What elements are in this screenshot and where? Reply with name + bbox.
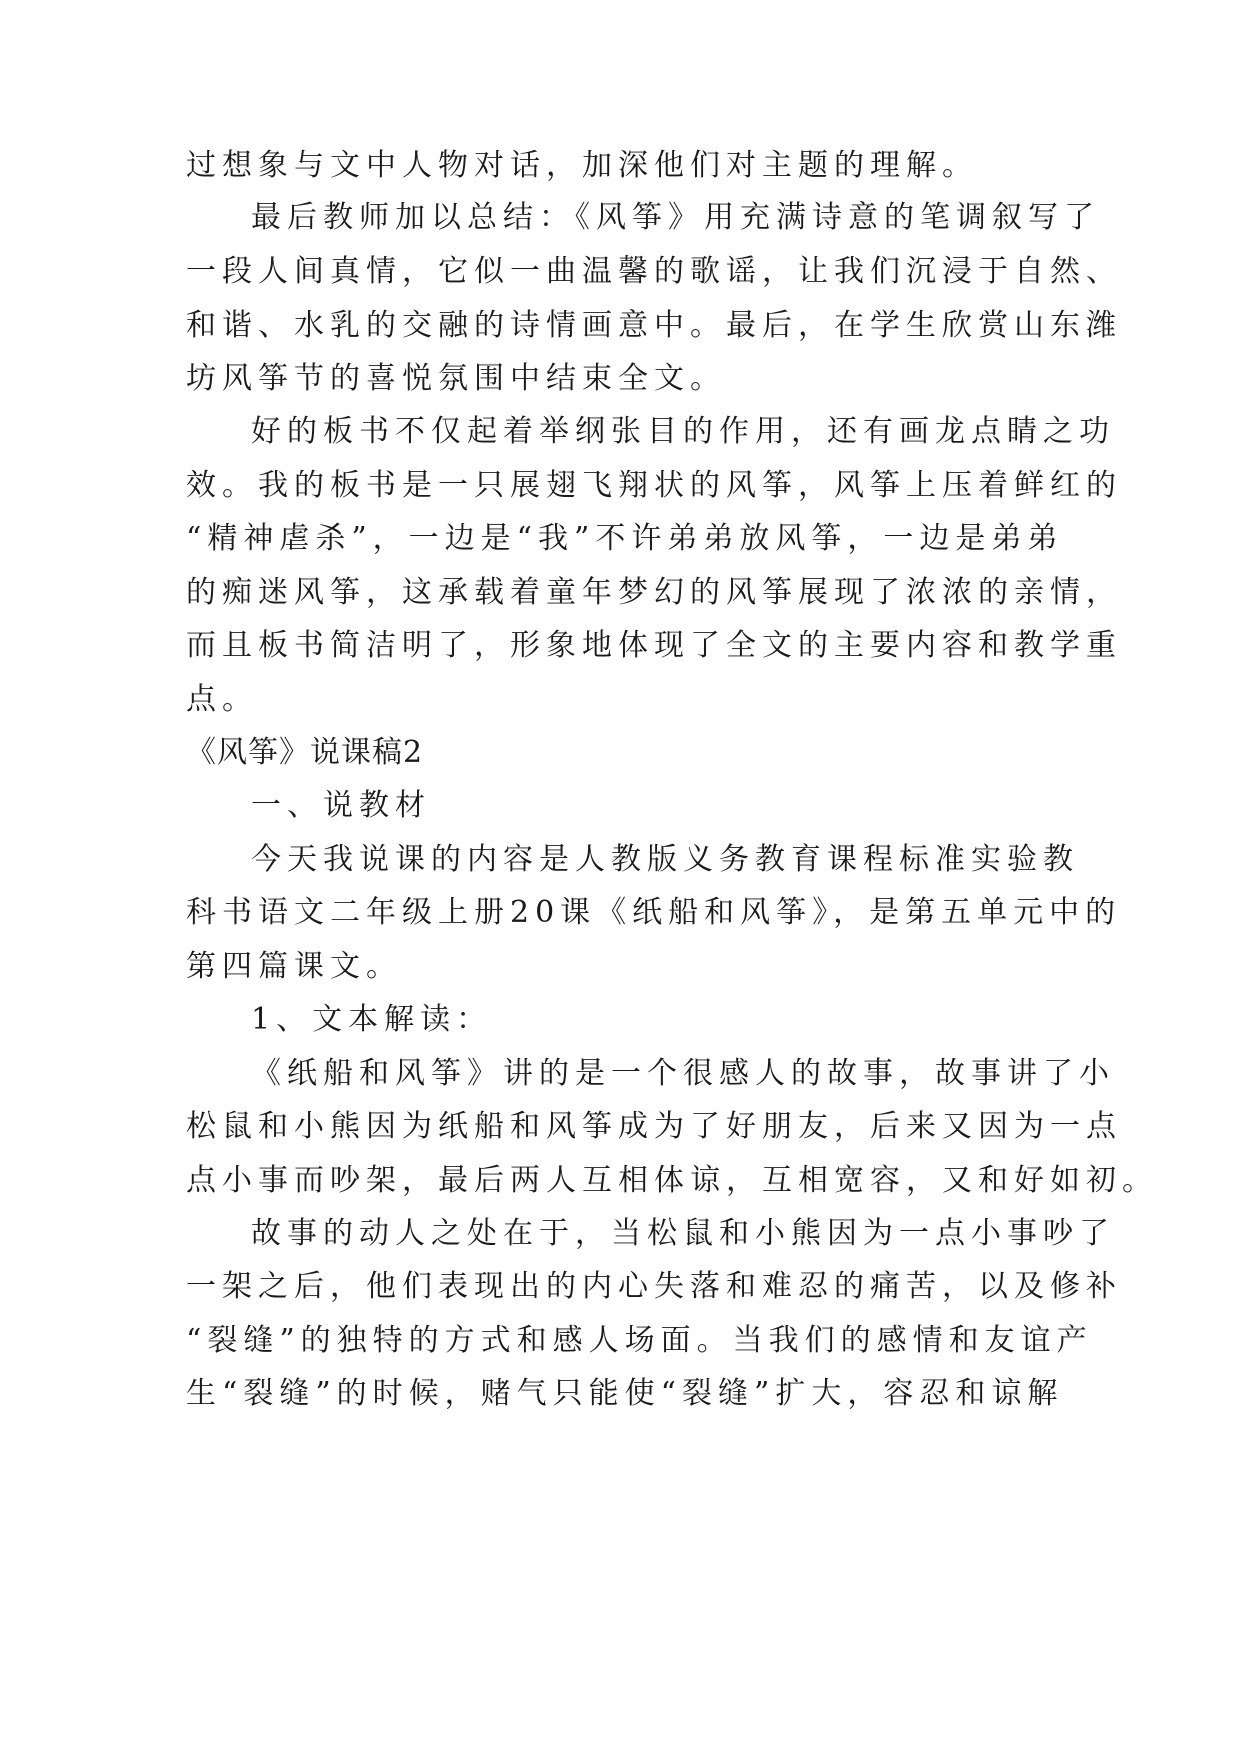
- text-line: 科书语文二年级上册20课《纸船和风筝》，是第五单元中的: [186, 895, 1122, 930]
- text-line: 今天我说课的内容是人教版义务教育课程标准实验教: [251, 842, 1079, 877]
- subsection-heading: 一、说教材: [251, 788, 431, 823]
- text-line: 故事的动人之处在于，当松鼠和小熊因为一点小事吵了: [251, 1216, 1115, 1251]
- text-line: 《纸船和风筝》讲的是一个很感人的故事，故事讲了小: [251, 1056, 1115, 1091]
- subsection-heading: 1、文本解读：: [251, 1002, 493, 1037]
- text-line: 而且板书简洁明了，形象地体现了全文的主要内容和教学重: [186, 628, 1122, 663]
- text-line: 松鼠和小熊因为纸船和风筝成为了好朋友，后来又因为一点: [186, 1109, 1122, 1144]
- text-line: 效。我的板书是一只展翅飞翔状的风筝，风筝上压着鲜红的: [186, 468, 1122, 503]
- text-line: 好的板书不仅起着举纲张目的作用，还有画龙点睛之功: [251, 414, 1115, 449]
- text-line: 一架之后，他们表现出的内心失落和难忍的痛苦，以及修补: [186, 1269, 1122, 1304]
- text-line: 过想象与文中人物对话，加深他们对主题的理解。: [186, 148, 978, 183]
- text-line: 一段人间真情，它似一曲温馨的歌谣，让我们沉浸于自然、: [186, 254, 1122, 289]
- text-line: 点小事而吵架，最后两人互相体谅，互相宽容，又和好如初。: [186, 1163, 1158, 1198]
- text-line: 点。: [186, 682, 258, 717]
- text-line: 生“裂缝”的时候，赌气只能使“裂缝”扩大，容忍和谅解: [186, 1376, 1064, 1411]
- text-line: 和谐、水乳的交融的诗情画意中。最后，在学生欣赏山东潍: [186, 308, 1122, 343]
- text-line: “裂缝”的独特的方式和感人场面。当我们的感情和友谊产: [186, 1323, 1093, 1358]
- text-line: 第四篇课文。: [186, 949, 402, 984]
- text-line: 的痴迷风筝，这承载着童年梦幻的风筝展现了浓浓的亲情，: [186, 575, 1122, 610]
- section-heading: 《风筝》说课稿2: [186, 735, 424, 770]
- text-line: 坊风筝节的喜悦氛围中结束全文。: [186, 361, 726, 396]
- text-line: “精神虐杀”，一边是“我”不许弟弟放风筝，一边是弟弟: [186, 521, 1064, 556]
- text-line: 最后教师加以总结：《风筝》用充满诗意的笔调叙写了: [251, 200, 1100, 235]
